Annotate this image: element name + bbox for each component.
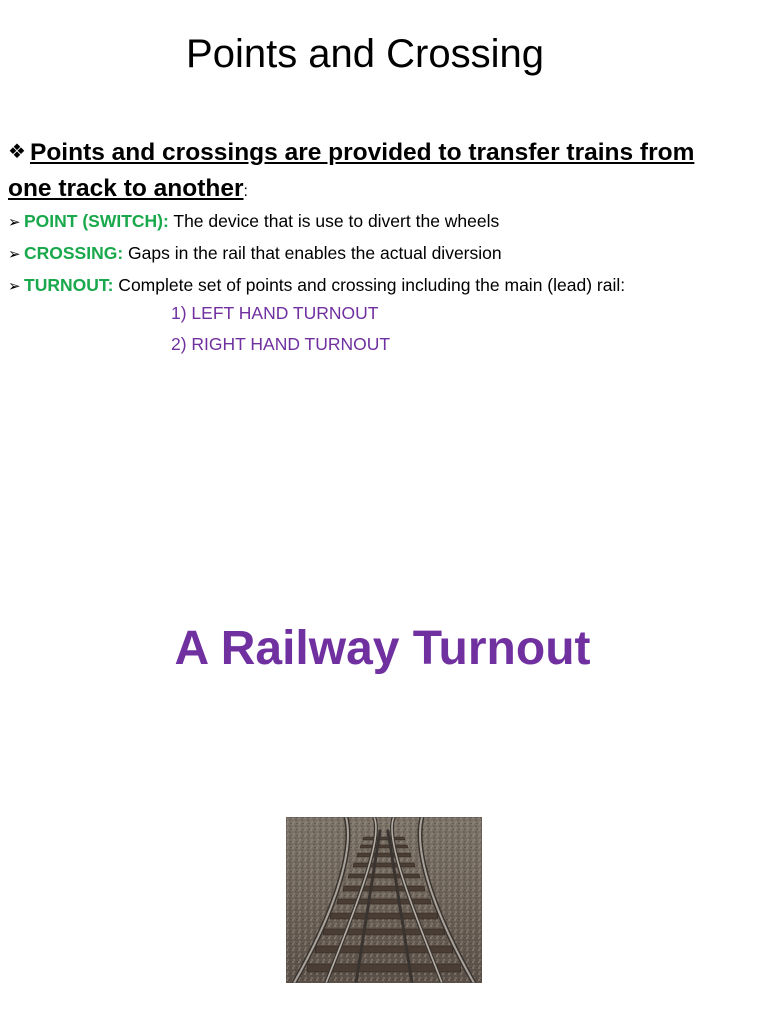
intro-line-1: Points and crossings are provided to transfer trains from <box>30 139 695 166</box>
arrow-bullet-icon: ➢ <box>8 246 21 263</box>
railway-turnout-photo <box>286 817 482 983</box>
intro-statement <box>8 134 748 210</box>
arrow-bullet-icon: ➢ <box>8 278 21 295</box>
definition-crossing <box>8 238 748 270</box>
caption-text: A Railway Turnout <box>174 622 591 675</box>
turnout-type-right: 2) RIGHT HAND TURNOUT <box>171 334 391 354</box>
slide-title: Points and Crossing <box>186 32 544 76</box>
intro-colon: : <box>243 183 248 200</box>
definition-text: Gaps in the rail that enables the actual diversion <box>123 243 502 263</box>
turnout-type-left: 1) LEFT HAND TURNOUT <box>171 303 379 323</box>
arrow-bullet-icon: ➢ <box>8 214 21 231</box>
turnout-types-list <box>171 298 390 360</box>
section-caption <box>0 614 768 684</box>
diamond-bullet-icon: ❖ <box>8 141 26 163</box>
definition-text: The device that is use to divert the wheels <box>168 211 500 231</box>
definition-point <box>8 206 748 238</box>
definition-term: TURNOUT: <box>24 275 114 295</box>
definition-term: CROSSING: <box>24 243 124 263</box>
definition-text: Complete set of points and crossing including the main (lead) rail: <box>113 275 626 295</box>
definitions-list <box>8 206 748 302</box>
intro-line-2: one track to another <box>8 175 244 202</box>
definition-term: POINT (SWITCH): <box>24 211 169 231</box>
